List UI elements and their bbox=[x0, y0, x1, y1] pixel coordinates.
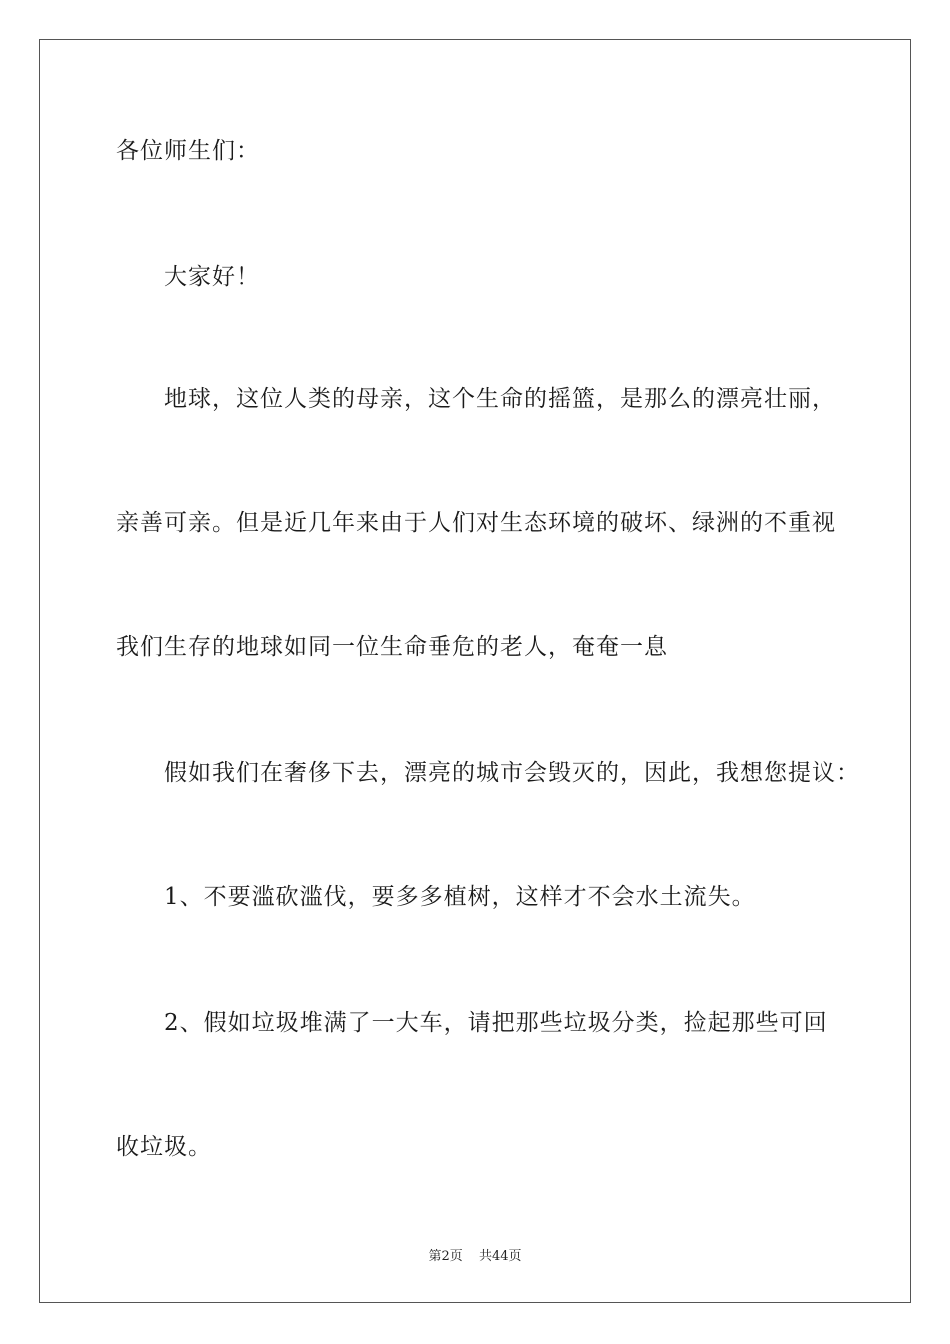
paragraph-line: 假如我们在奢侈下去，漂亮的城市会毁灭的，因此，我想您提议： bbox=[164, 760, 860, 786]
page-frame bbox=[39, 39, 911, 1303]
paragraph-line: 大家好！ bbox=[164, 264, 260, 290]
list-item-line: 1、不要滥砍滥伐，要多多植树，这样才不会水土流失。 bbox=[164, 884, 756, 910]
list-item-line: 2、假如垃圾堆满了一大车，请把那些垃圾分类，捡起那些可回 bbox=[164, 1010, 828, 1036]
paragraph-line: 我们生存的地球如同一位生命垂危的老人，奄奄一息 bbox=[116, 634, 668, 660]
greeting-line: 各位师生们： bbox=[116, 138, 260, 164]
paragraph-line: 地球，这位人类的母亲，这个生命的摇篮，是那么的漂亮壮丽， bbox=[164, 386, 836, 412]
page-footer bbox=[0, 1248, 950, 1266]
paragraph-line: 亲善可亲。但是近几年来由于人们对生态环境的破坏、绿洲的不重视 bbox=[116, 510, 836, 536]
list-item-line: 收垃圾。 bbox=[116, 1134, 212, 1160]
page-number: 第2页 bbox=[428, 1249, 463, 1264]
total-pages: 共44页 bbox=[478, 1249, 522, 1264]
